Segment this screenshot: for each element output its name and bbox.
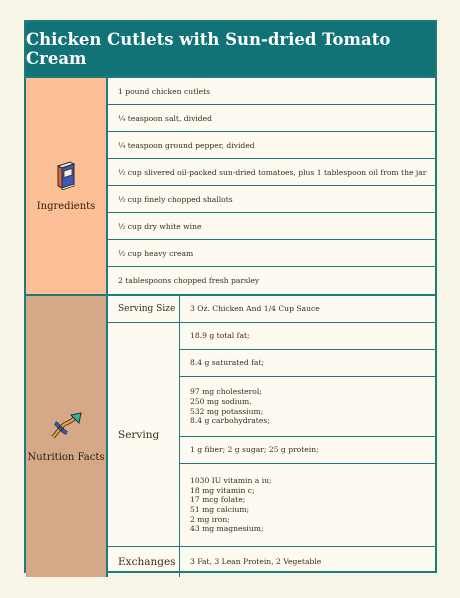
- serving-group: [180, 323, 435, 350]
- nutrition-section: [26, 296, 435, 577]
- nutrient-line: 2 mg iron;: [190, 514, 230, 524]
- recipe-card: [24, 20, 437, 573]
- ingredient-item: ¼ teaspoon ground pepper, divided: [108, 132, 435, 159]
- ingredients-list: [108, 78, 435, 294]
- nutrient-line: 18 mg vitamin c;: [190, 485, 255, 495]
- nutrient-line: 18.9 g total fat;: [190, 331, 250, 341]
- ingredients-section: [26, 78, 435, 296]
- nutrient-line: 97 mg cholesterol;: [190, 387, 262, 397]
- nutrient-line: 17 mcg folate;: [190, 495, 246, 505]
- ingredient-item: ½ cup dry white wine: [108, 213, 435, 240]
- serving-row: [108, 323, 435, 547]
- serving-size-row: [108, 296, 435, 323]
- ingredient-item: ½ cup finely chopped shallots: [108, 186, 435, 213]
- nutrition-label-cell: [26, 296, 108, 577]
- nutrient-line: 43 mg magnesium;: [190, 524, 264, 534]
- serving-values: [180, 323, 435, 546]
- serving-size-key: Serving Size: [108, 296, 180, 322]
- exchanges-value: 3 Fat, 3 Lean Protein, 2 Vegetable: [190, 557, 322, 567]
- ingredients-label-cell: [26, 78, 108, 294]
- nutrient-line: 51 mg calcium;: [190, 505, 250, 514]
- nutrient-line: 8.4 g carbohydrates;: [190, 416, 270, 426]
- serving-group: [180, 464, 435, 546]
- serving-group: [180, 350, 435, 377]
- ingredients-label: Ingredients: [36, 201, 96, 212]
- book-icon: [54, 160, 78, 193]
- dna-icon: [49, 411, 83, 444]
- nutrition-label: Nutrition Facts: [27, 451, 105, 463]
- nutrient-line: 8.4 g saturated fat;: [190, 358, 265, 368]
- ingredient-item: ½ cup slivered oil-packed sun-dried tomatoes, plus 1 tablespoon oil from the jar: [108, 159, 435, 186]
- serving-size-value: 3 Oz. Chicken And 1/4 Cup Sauce: [190, 304, 320, 314]
- nutrition-table: [108, 296, 435, 577]
- serving-key: Serving: [108, 323, 180, 546]
- ingredient-item: 1 pound chicken cutlets: [108, 78, 435, 105]
- recipe-title: Chicken Cutlets with Sun-dried Tomato Cream: [26, 22, 435, 78]
- exchanges-key: Exchanges: [108, 547, 180, 577]
- ingredient-item: ½ cup heavy cream: [108, 240, 435, 267]
- nutrient-line: 532 mg potassium;: [190, 406, 264, 416]
- nutrient-line: 1 g fiber; 2 g sugar; 25 g protein;: [190, 445, 319, 455]
- ingredient-item: 2 tablespoons chopped fresh parsley: [118, 276, 260, 285]
- ingredient-item: ¼ teaspoon salt, divided: [108, 105, 435, 132]
- nutrient-line: 1030 IU vitamin a iu;: [190, 476, 272, 486]
- exchanges-row: [108, 547, 435, 577]
- nutrient-line: 250 mg sodium.: [190, 396, 252, 406]
- serving-group: [180, 377, 435, 437]
- serving-group: [180, 437, 435, 464]
